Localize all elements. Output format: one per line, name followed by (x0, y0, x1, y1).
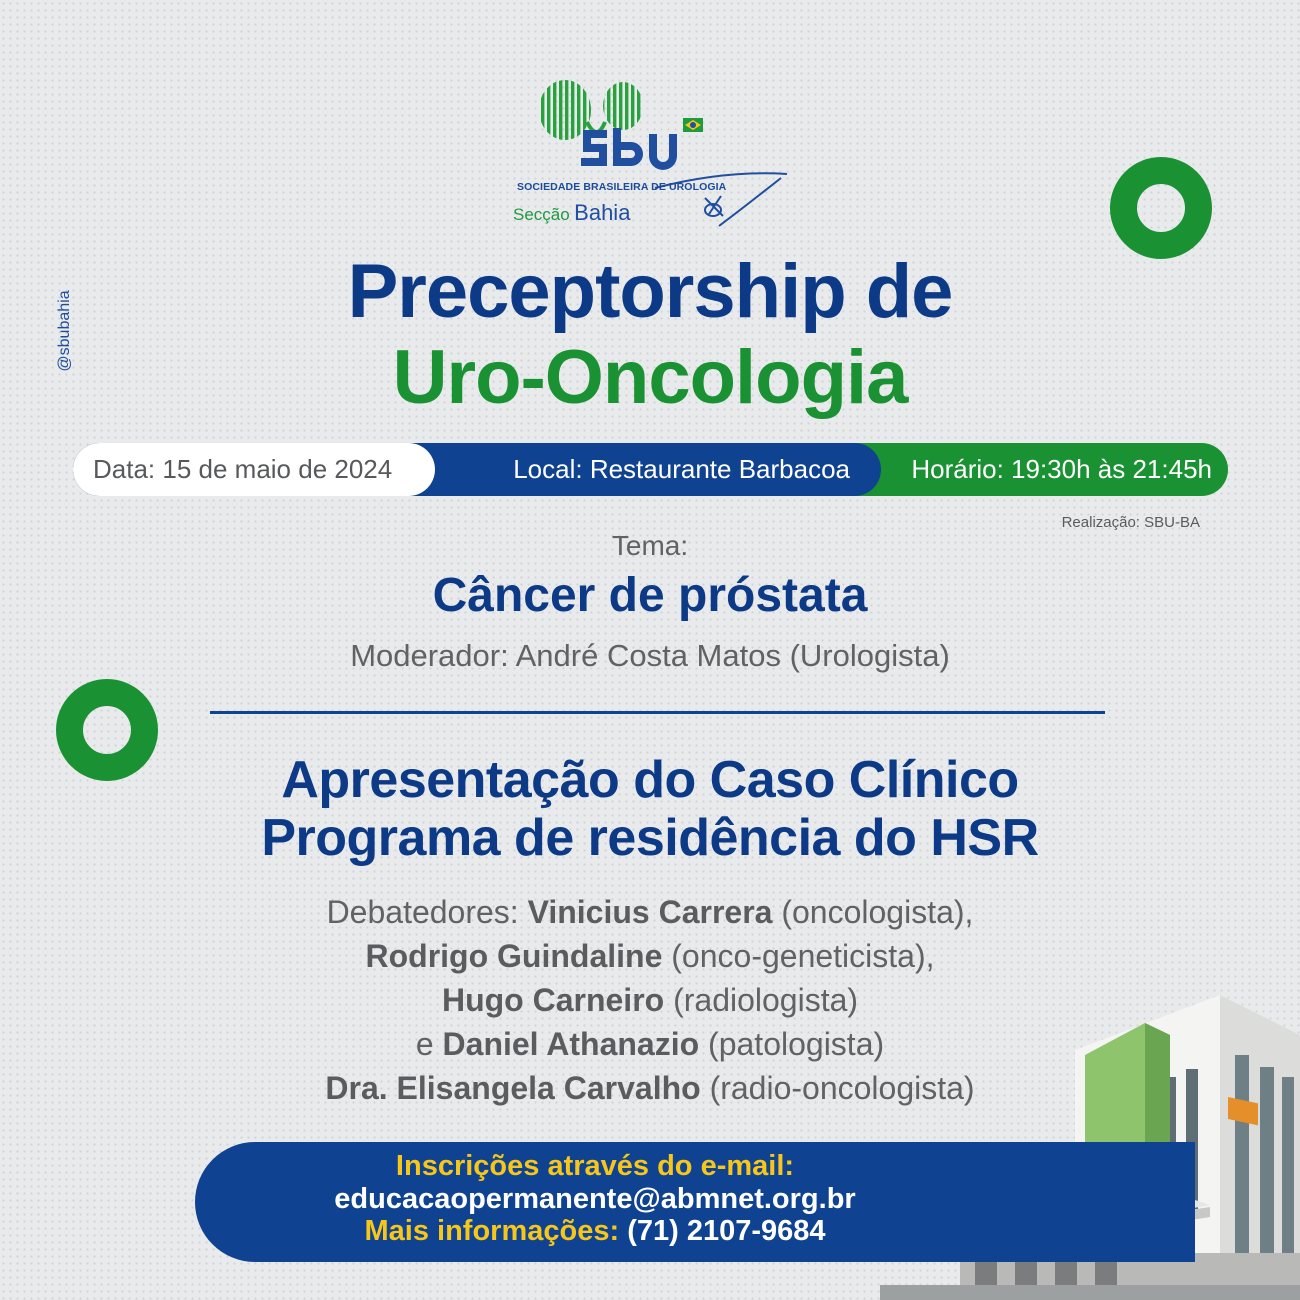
registration-heading: Inscrições através do e-mail: (395, 1150, 795, 1182)
debater-line (0, 934, 1300, 978)
event-title-line1: Preceptorship de (347, 249, 953, 334)
debater-role: (patologista) (708, 1026, 885, 1062)
brazil-flag-icon (683, 118, 703, 132)
debater-role: (oncologista), (781, 894, 974, 930)
debater-name: Rodrigo Guindaline (365, 938, 663, 974)
theme-title: Câncer de próstata (432, 569, 868, 622)
green-ring-icon (1110, 157, 1212, 259)
debater-name: Vinicius Carrera (527, 894, 773, 930)
debaters-lead: Debatedores: (326, 894, 519, 930)
event-info-bar (73, 443, 1228, 496)
logo-org-name: SOCIEDADE BRASILEIRA DE UROLOGIA (517, 181, 727, 193)
event-title-line2: Uro-Oncologia (392, 335, 908, 420)
social-handle-text: @sbubahia (56, 290, 73, 372)
section-divider (210, 711, 1105, 714)
event-time: Horário: 19:30h às 21:45h (911, 454, 1212, 484)
contact-phone[interactable]: (71) 2107-9684 (627, 1215, 826, 1247)
event-location: Local: Restaurante Barbacoa (513, 454, 850, 484)
date-pill (73, 443, 435, 496)
logo-section-prefix: Secção (513, 205, 570, 224)
theme-label: Tema: (611, 530, 689, 561)
debater-line (0, 890, 1300, 934)
debater-role: (onco-geneticista), (671, 938, 935, 974)
more-info-label: Mais informações: (364, 1215, 620, 1247)
debater-prefix: e (415, 1026, 434, 1062)
more-info-line (195, 1215, 995, 1248)
logo-section-name: Bahia (574, 200, 631, 225)
case-title-line1: Apresentação do Caso Clínico (281, 751, 1019, 809)
debater-role: (radio-oncologista) (709, 1070, 975, 1106)
organizer-credit: Realização: SBU-BA (1061, 514, 1200, 531)
debater-role: (radiologista) (673, 982, 859, 1018)
debater-name: Hugo Carneiro (441, 982, 665, 1018)
case-title-line2: Programa de residência do HSR (261, 809, 1039, 867)
debater-name: Daniel Athanazio (442, 1026, 700, 1062)
moderator-line: Moderador: André Costa Matos (Urologista) (350, 638, 950, 673)
debater-name: Dra. Elisangela Carvalho (325, 1070, 701, 1106)
registration-email[interactable]: educacaopermanente@abmnet.org.br (334, 1183, 856, 1215)
logo-sbu-letters (581, 128, 677, 170)
event-date: Data: 15 de maio de 2024 (93, 454, 393, 484)
logo-section (513, 200, 630, 226)
